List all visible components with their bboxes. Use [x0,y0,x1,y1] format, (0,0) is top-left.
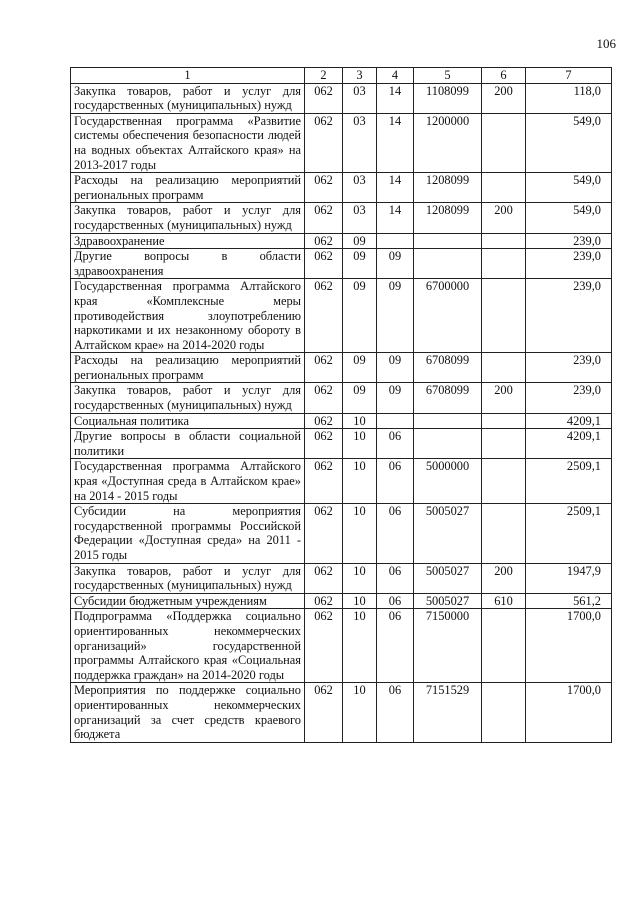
admin-code-cell: 062 [305,459,343,504]
expense-type-code-cell [482,279,526,353]
table-row [71,353,612,383]
expense-type-code-cell [482,233,526,249]
amount-cell: 549,0 [526,113,612,172]
expense-type-code-cell: 200 [482,203,526,233]
subsection-code-cell: 06 [377,429,414,459]
subsection-code-cell: 06 [377,593,414,609]
amount-cell: 239,0 [526,353,612,383]
item-name-cell: Закупка товаров, работ и услуг для государственных (муниципальных) нужд [71,383,305,413]
table-header-row [71,68,612,84]
table-row [71,593,612,609]
header-col-7: 7 [526,68,612,84]
amount-cell: 549,0 [526,173,612,203]
budget-table [70,67,612,743]
target-article-code-cell: 6708099 [414,383,482,413]
table-row [71,563,612,593]
expense-type-code-cell [482,249,526,279]
expense-type-code-cell [482,413,526,429]
header-col-4: 4 [377,68,414,84]
target-article-code-cell [414,413,482,429]
subsection-code-cell: 09 [377,249,414,279]
target-article-code-cell: 5005027 [414,563,482,593]
item-name-cell: Расходы на реализацию мероприятий региональных программ [71,353,305,383]
admin-code-cell: 062 [305,563,343,593]
section-code-cell: 09 [343,383,377,413]
subsection-code-cell: 06 [377,459,414,504]
table-row [71,413,612,429]
expense-type-code-cell: 200 [482,83,526,113]
amount-cell: 2509,1 [526,504,612,563]
admin-code-cell: 062 [305,413,343,429]
item-name-cell: Другие вопросы в области здравоохранения [71,249,305,279]
expense-type-code-cell [482,353,526,383]
table-row [71,203,612,233]
table-row [71,233,612,249]
section-code-cell: 10 [343,683,377,742]
admin-code-cell: 062 [305,383,343,413]
admin-code-cell: 062 [305,173,343,203]
item-name-cell: Субсидии на мероприятия государственной программы Российской Федерации «Доступная среда» на 2011 - 2015 годы [71,504,305,563]
table-row [71,279,612,353]
target-article-code-cell: 5005027 [414,593,482,609]
target-article-code-cell: 1208099 [414,203,482,233]
item-name-cell: Закупка товаров, работ и услуг для государственных (муниципальных) нужд [71,83,305,113]
admin-code-cell: 062 [305,279,343,353]
section-code-cell: 03 [343,173,377,203]
admin-code-cell: 062 [305,233,343,249]
section-code-cell: 09 [343,249,377,279]
table-row [71,113,612,172]
admin-code-cell: 062 [305,429,343,459]
table-row [71,683,612,742]
header-col-6: 6 [482,68,526,84]
admin-code-cell: 062 [305,203,343,233]
section-code-cell: 10 [343,504,377,563]
admin-code-cell: 062 [305,609,343,683]
target-article-code-cell: 6700000 [414,279,482,353]
subsection-code-cell [377,233,414,249]
section-code-cell: 10 [343,563,377,593]
section-code-cell: 10 [343,459,377,504]
amount-cell: 239,0 [526,279,612,353]
target-article-code-cell: 6708099 [414,353,482,383]
amount-cell: 239,0 [526,383,612,413]
amount-cell: 549,0 [526,203,612,233]
amount-cell: 1700,0 [526,683,612,742]
item-name-cell: Субсидии бюджетным учреждениям [71,593,305,609]
amount-cell: 4209,1 [526,413,612,429]
subsection-code-cell: 06 [377,683,414,742]
item-name-cell: Мероприятия по поддержке социально ориентированных некоммерческих организаций за счет средств краевого бюджета [71,683,305,742]
admin-code-cell: 062 [305,249,343,279]
expense-type-code-cell: 200 [482,563,526,593]
expense-type-code-cell [482,504,526,563]
header-col-1: 1 [71,68,305,84]
target-article-code-cell [414,249,482,279]
item-name-cell: Здравоохранение [71,233,305,249]
table-row [71,609,612,683]
item-name-cell: Другие вопросы в области социальной политики [71,429,305,459]
amount-cell: 4209,1 [526,429,612,459]
admin-code-cell: 062 [305,83,343,113]
table-row [71,83,612,113]
admin-code-cell: 062 [305,113,343,172]
expense-type-code-cell [482,609,526,683]
table-row [71,504,612,563]
subsection-code-cell: 14 [377,113,414,172]
subsection-code-cell: 14 [377,203,414,233]
section-code-cell: 03 [343,113,377,172]
item-name-cell: Подпрограмма «Поддержка социально ориентированных некоммерческих организаций» государственной программы Алтайского края «Социальная поддержка граждан» на 2014-2020 годы [71,609,305,683]
target-article-code-cell: 5000000 [414,459,482,504]
subsection-code-cell: 06 [377,504,414,563]
header-col-2: 2 [305,68,343,84]
item-name-cell: Расходы на реализацию мероприятий региональных программ [71,173,305,203]
subsection-code-cell: 09 [377,383,414,413]
target-article-code-cell: 5005027 [414,504,482,563]
admin-code-cell: 062 [305,593,343,609]
header-col-5: 5 [414,68,482,84]
section-code-cell: 03 [343,83,377,113]
expense-type-code-cell [482,113,526,172]
target-article-code-cell: 1208099 [414,173,482,203]
section-code-cell: 03 [343,203,377,233]
table-row [71,459,612,504]
target-article-code-cell: 1200000 [414,113,482,172]
target-article-code-cell: 1108099 [414,83,482,113]
amount-cell: 1700,0 [526,609,612,683]
expense-type-code-cell: 200 [482,383,526,413]
item-name-cell: Закупка товаров, работ и услуг для государственных (муниципальных) нужд [71,203,305,233]
subsection-code-cell: 06 [377,563,414,593]
target-article-code-cell [414,429,482,459]
table-row [71,429,612,459]
header-col-3: 3 [343,68,377,84]
admin-code-cell: 062 [305,353,343,383]
amount-cell: 239,0 [526,249,612,279]
expense-type-code-cell [482,173,526,203]
table-row [71,173,612,203]
subsection-code-cell: 06 [377,609,414,683]
expense-type-code-cell: 610 [482,593,526,609]
target-article-code-cell [414,233,482,249]
admin-code-cell: 062 [305,683,343,742]
amount-cell: 118,0 [526,83,612,113]
expense-type-code-cell [482,429,526,459]
expense-type-code-cell [482,459,526,504]
subsection-code-cell [377,413,414,429]
section-code-cell: 10 [343,429,377,459]
subsection-code-cell: 14 [377,83,414,113]
item-name-cell: Социальная политика [71,413,305,429]
item-name-cell: Государственная программа «Развитие системы обеспечения безопасности людей на водных объектах Алтайского края» на 2013-2017 годы [71,113,305,172]
amount-cell: 2509,1 [526,459,612,504]
section-code-cell: 10 [343,413,377,429]
amount-cell: 1947,9 [526,563,612,593]
item-name-cell: Государственная программа Алтайского края «Комплексные меры противодействия злоупотреблению наркотиками и их незаконному обороту в Алтайском крае» на 2014-2020 годы [71,279,305,353]
admin-code-cell: 062 [305,504,343,563]
amount-cell: 239,0 [526,233,612,249]
section-code-cell: 10 [343,609,377,683]
subsection-code-cell: 14 [377,173,414,203]
amount-cell: 561,2 [526,593,612,609]
section-code-cell: 09 [343,353,377,383]
target-article-code-cell: 7151529 [414,683,482,742]
subsection-code-cell: 09 [377,353,414,383]
table-row [71,249,612,279]
table-row [71,383,612,413]
item-name-cell: Государственная программа Алтайского края «Доступная среда в Алтайском крае» на 2014 - 2015 годы [71,459,305,504]
section-code-cell: 10 [343,593,377,609]
expense-type-code-cell [482,683,526,742]
target-article-code-cell: 7150000 [414,609,482,683]
subsection-code-cell: 09 [377,279,414,353]
section-code-cell: 09 [343,233,377,249]
section-code-cell: 09 [343,279,377,353]
item-name-cell: Закупка товаров, работ и услуг для государственных (муниципальных) нужд [71,563,305,593]
page-number: 106 [596,36,616,51]
